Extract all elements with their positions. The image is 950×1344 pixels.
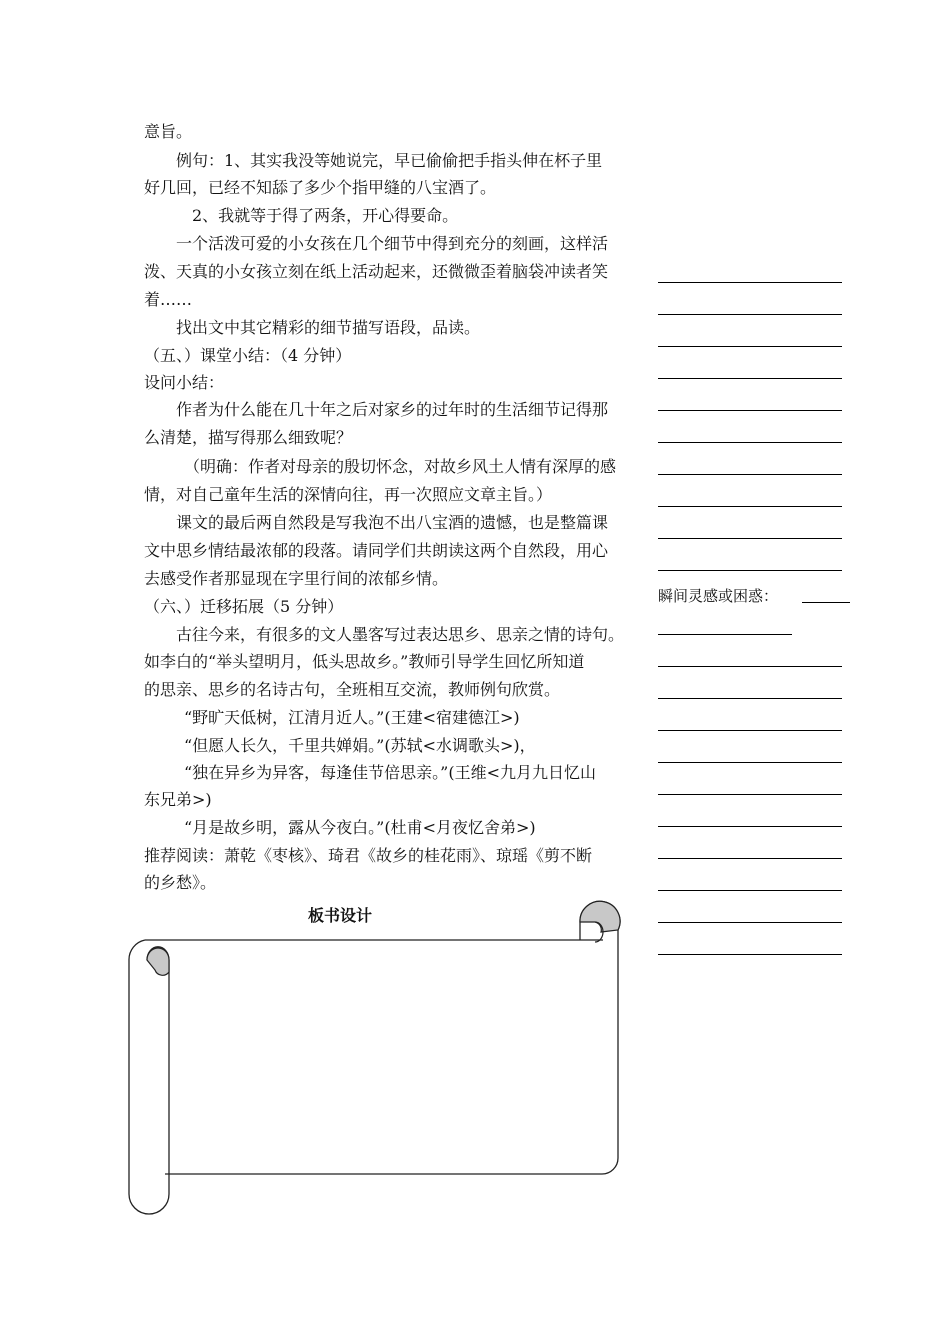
note-line[interactable] xyxy=(658,570,842,571)
reading-recommendation: 推荐阅读：萧乾《枣核》、琦君《故乡的桂花雨》、琼瑶《剪不断 xyxy=(144,846,593,865)
text-line-15: 课文的最后两自然段是写我泡不出八宝酒的遗憾，也是整篇课 xyxy=(176,513,609,532)
note-line[interactable] xyxy=(658,506,842,507)
inspiration-label: 瞬间灵感或困惑： xyxy=(658,587,779,605)
text-line-14: 情，对自己童年生活的深情向往，再一次照应文章主旨。） xyxy=(144,485,553,504)
note-line[interactable] xyxy=(658,890,842,891)
note-line[interactable] xyxy=(658,762,842,763)
text-line-10: 设问小结： xyxy=(144,373,225,392)
poem-line-4: “月是故乡明，露从今夜白。”(杜甫<月夜忆舍弟>) xyxy=(184,818,536,837)
text-line-6: 泼、天真的小女孩立刻在纸上活动起来，还微微歪着脑袋冲读者笑 xyxy=(144,262,609,281)
note-line[interactable] xyxy=(658,410,842,411)
text-line-2: 例句：1、其实我没等她说完，早已偷偷把手指头伸在杯子里 xyxy=(176,151,603,170)
inspiration-input-line[interactable] xyxy=(802,602,850,603)
note-line[interactable] xyxy=(658,698,842,699)
text-line-8: 找出文中其它精彩的细节描写语段，品读。 xyxy=(176,318,481,337)
note-line[interactable] xyxy=(658,922,842,923)
text-line-12: 么清楚，描写得那么细致呢？ xyxy=(144,428,353,447)
note-line[interactable] xyxy=(658,858,842,859)
text-line-3: 好几回，已经不知舔了多少个指甲缝的八宝酒了。 xyxy=(144,178,497,197)
note-line[interactable] xyxy=(658,442,842,443)
note-line[interactable] xyxy=(658,794,842,795)
text-line-1: 意旨。 xyxy=(144,122,193,141)
text-line-21: 的思亲、思乡的名诗古句，全班相互交流，教师例句欣赏。 xyxy=(144,680,561,699)
note-line[interactable] xyxy=(658,346,842,347)
note-line[interactable] xyxy=(658,730,842,731)
poem-line-1: “野旷天低树，江清月近人。”(王建<宿建德江>) xyxy=(184,708,520,727)
text-line-19: 古往今来，有很多的文人墨客写过表达思乡、思亲之情的诗句。 xyxy=(176,625,625,644)
text-line-4: 2、我就等于得了两条，开心得要命。 xyxy=(192,206,459,225)
scroll-curl-left xyxy=(147,948,169,975)
text-line-20: 如李白的“举头望明月，低头思故乡。”教师引导学生回忆所知道 xyxy=(144,652,585,671)
poem-line-3-cont: 东兄弟>) xyxy=(144,790,212,809)
scroll-curl-top-right xyxy=(580,901,620,932)
text-line-13: （明确：作者对母亲的殷切怀念，对故乡风土人情有深厚的感 xyxy=(184,457,617,476)
section-heading-extension: （六、）迁移拓展（5 分钟） xyxy=(144,597,344,616)
note-line[interactable] xyxy=(658,314,842,315)
section-heading-summary: （五、）课堂小结：（4 分钟） xyxy=(144,346,352,365)
note-line[interactable] xyxy=(658,282,842,283)
note-line[interactable] xyxy=(658,538,842,539)
note-line[interactable] xyxy=(658,826,842,827)
note-line[interactable] xyxy=(658,474,842,475)
text-line-5: 一个活泼可爱的小女孩在几个细节中得到充分的刻画，这样活 xyxy=(176,234,609,253)
board-scroll-frame xyxy=(125,900,625,1220)
note-line[interactable] xyxy=(658,666,842,667)
note-line[interactable] xyxy=(658,634,792,635)
text-line-16: 文中思乡情结最浓郁的段落。请同学们共朗读这两个自然段，用心 xyxy=(144,541,609,560)
note-line[interactable] xyxy=(658,378,842,379)
poem-line-3: “独在异乡为异客，每逢佳节倍思亲。”(王维<九月九日忆山 xyxy=(184,763,597,782)
text-line-7: 着…… xyxy=(144,290,193,309)
text-line-17: 去感受作者那显现在字里行间的浓郁乡情。 xyxy=(144,569,449,588)
poem-line-2: “但愿人长久，千里共婵娟。”(苏轼<水调歌头>)， xyxy=(184,736,536,755)
board-title: 板书设计 xyxy=(308,906,373,925)
reading-recommendation-cont: 的乡愁》。 xyxy=(144,873,217,892)
note-line[interactable] xyxy=(658,954,842,955)
text-line-11: 作者为什么能在几十年之后对家乡的过年时的生活细节记得那 xyxy=(176,400,609,419)
